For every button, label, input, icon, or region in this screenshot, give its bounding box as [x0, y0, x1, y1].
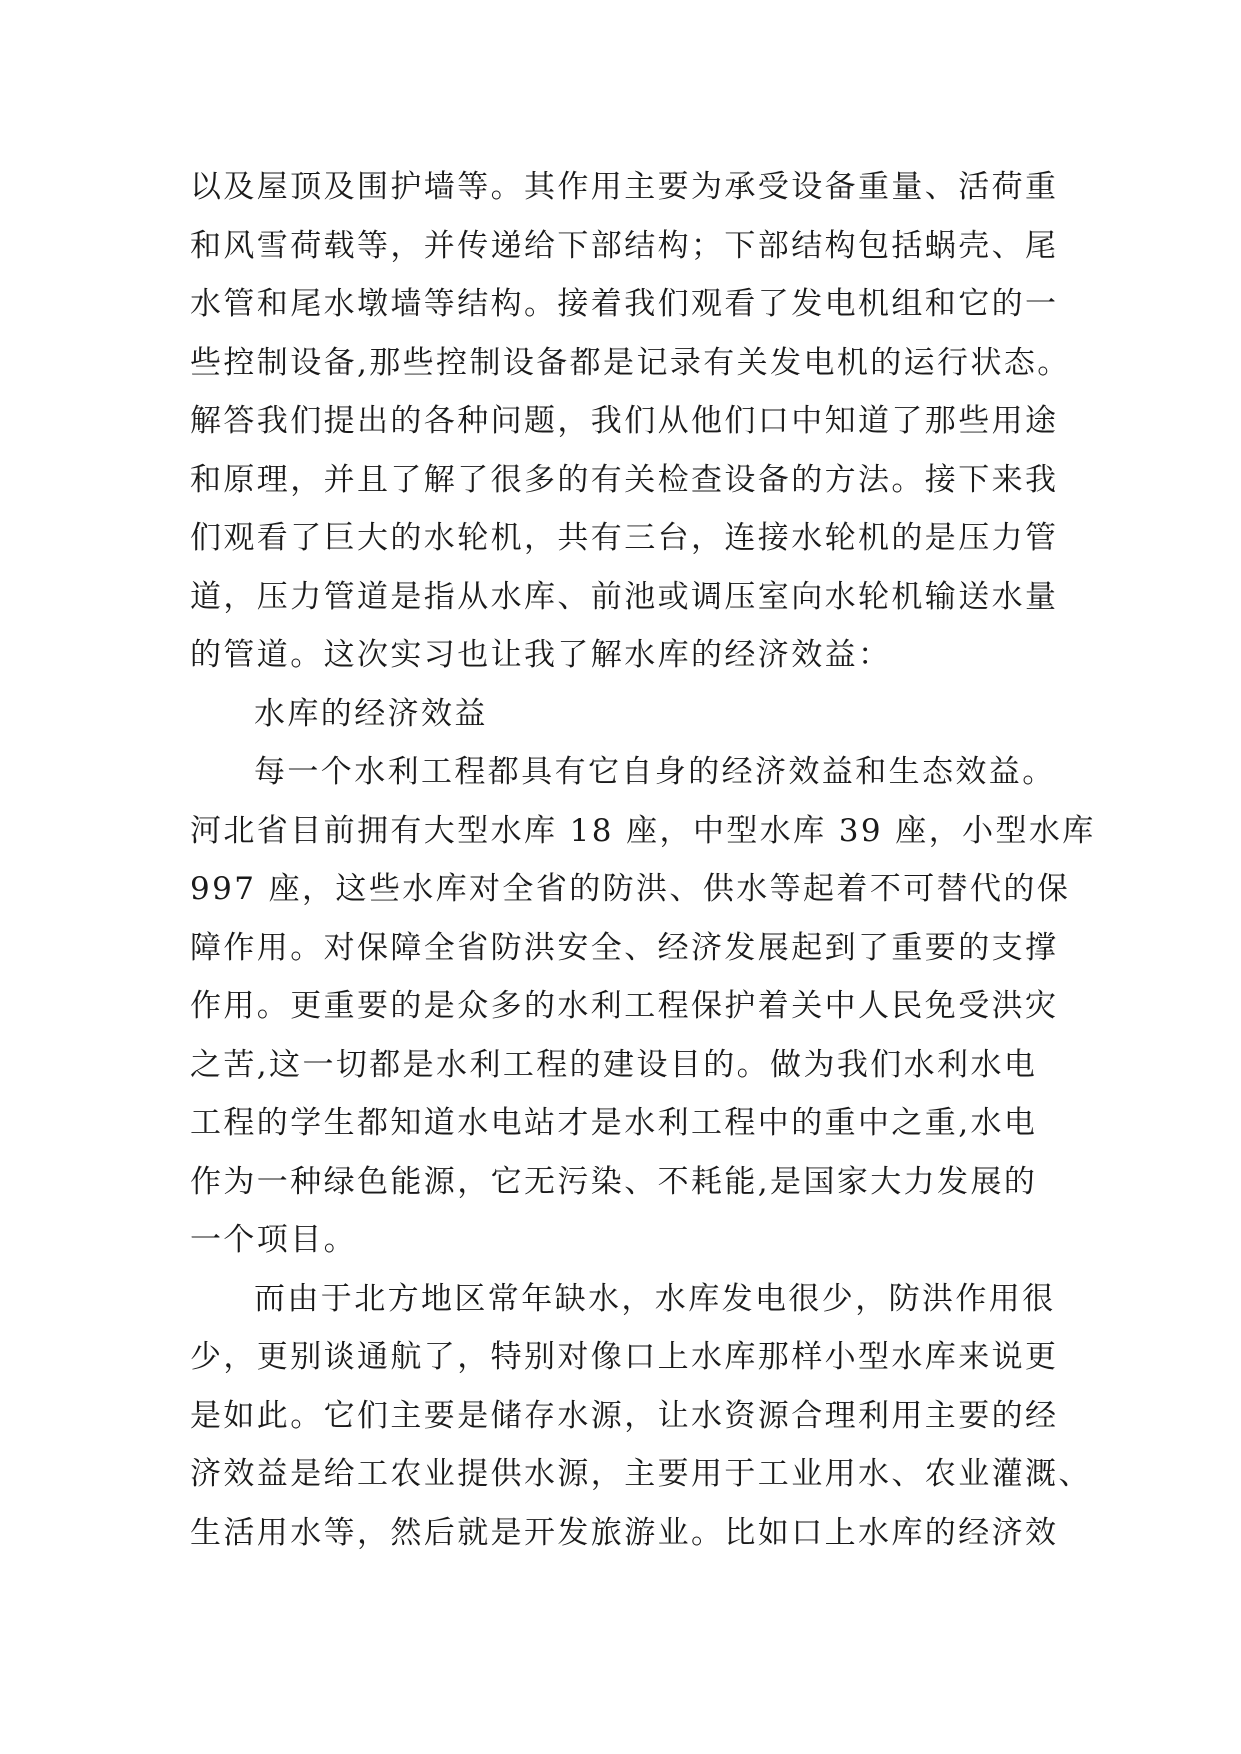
text-line: 道，压力管道是指从水库、前池或调压室向水轮机输送水量	[190, 578, 1059, 615]
text-line: 一个项目。	[190, 1222, 357, 1258]
text-line: 少，更别谈通航了，特别对像口上水库那样小型水库来说更	[190, 1339, 1059, 1375]
text-line: 是如此。它们主要是储存水源，让水资源合理利用主要的经	[190, 1397, 1059, 1434]
text-line: 们观看了巨大的水轮机，共有三台，连接水轮机的是压力管	[190, 520, 1059, 556]
text-line: 工程的学生都知道水电站才是水利工程中的重中之重,水电	[190, 1105, 1038, 1141]
text-line: 生活用水等，然后就是开发旅游业。比如口上水库的经济效	[190, 1514, 1059, 1551]
text-line: 济效益是给工农业提供水源，主要用于工业用水、农业灌溉、	[190, 1456, 1092, 1492]
text-line: 和风雪荷载等，并传递给下部结构；下部结构包括蜗壳、尾	[190, 227, 1059, 264]
text-line: 作用。更重要的是众多的水利工程保护着关中人民免受洪灾	[190, 988, 1059, 1024]
text-line: 解答我们提出的各种问题，我们从他们口中知道了那些用途	[190, 403, 1059, 439]
text-line: 的管道。这次实习也让我了解水库的经济效益：	[190, 637, 892, 673]
text-line: 以及屋顶及围护墙等。其作用主要为承受设备重量、活荷重	[190, 169, 1059, 205]
text-line: 些控制设备,那些控制设备都是记录有关发电机的运行状态。	[190, 344, 1071, 381]
text-line: 作为一种绿色能源，它无污染、不耗能,是国家大力发展的	[190, 1163, 1038, 1200]
section-heading: 水库的经济效益	[254, 695, 488, 732]
document-body	[190, 158, 1096, 1562]
text-line: 河北省目前拥有大型水库 18 座，中型水库 39 座，小型水库	[190, 812, 1096, 849]
text-line: 水管和尾水墩墙等结构。接着我们观看了发电机组和它的一	[190, 286, 1059, 322]
text-line: 之苦,这一切都是水利工程的建设目的。做为我们水利水电	[190, 1046, 1038, 1083]
paragraph-first-line: 而由于北方地区常年缺水，水库发电很少，防洪作用很	[254, 1280, 1056, 1317]
text-line: 997 座，这些水库对全省的防洪、供水等起着不可替代的保	[190, 871, 1071, 907]
paragraph-first-line: 每一个水利工程都具有它自身的经济效益和生态效益。	[254, 754, 1056, 790]
text-line: 和原理，并且了解了很多的有关检查设备的方法。接下来我	[190, 461, 1059, 498]
text-line: 障作用。对保障全省防洪安全、经济发展起到了重要的支撑	[190, 929, 1059, 966]
